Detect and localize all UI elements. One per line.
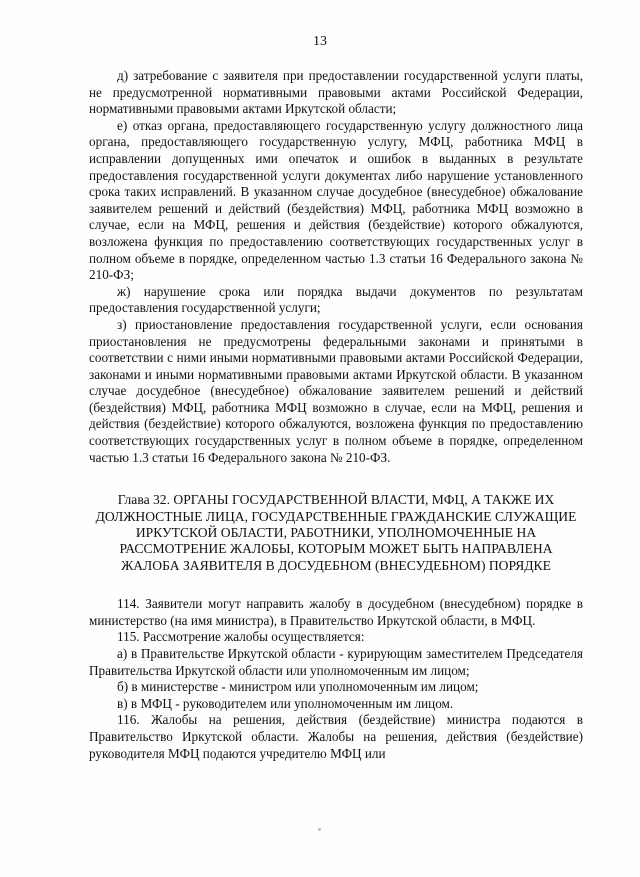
paragraph-114: 114. Заявители могут направить жалобу в досудебном (внесудебном) порядке в министерство (на имя министра), в Правительство Иркутской области, в МФЦ. [89,596,583,628]
paragraph-item-d: д) затребование с заявителя при предоставлении государственной услуги платы, не предусмотренной нормативными правовыми актами Российской Федерации, нормативными правовыми актами Иркутской области; [89,68,583,117]
paragraph-115: 115. Рассмотрение жалобы осуществляется: [117,629,365,645]
page-number: 13 [313,34,327,49]
document-body [89,68,583,762]
scan-speck [318,828,321,831]
paragraph-115-v: в) в МФЦ - руководителем или уполномоченным им лицом. [117,695,454,711]
paragraph-item-e: е) отказ органа, предоставляющего государственную услугу должностного лица органа, предоставляющего государственную услугу, МФЦ, работника МФЦ в исправлении допущенных ими опечаток и ошибок в выданных в результате предоставления государственной услуги документах либо нарушение установленного срока таких исправлений. В указанном случае досудебное (внесудебное) обжалование заявителем решений и действий (бездействия) МФЦ, работника МФЦ возможно в случае, если на МФЦ, решения и действия (бездействие) которого обжалуются, возложена функция по предоставлению соответствующих государственных услуг в полном объеме в порядке, определенном частью 1.3 статьи 16 Федерального закона № 210-ФЗ; [89,117,583,283]
paragraph-item-z: з) приостановление предоставления государственной услуги, если основания приостановления не предусмотрены федеральными законами и принятыми в соответствии с ними иными нормативными правовыми актами Российской Федерации, законами и иными нормативными правовыми актами Иркутской области. В указанном случае досудебное (внесудебное) обжалование заявителем решений и действий (бездействия) МФЦ, работника МФЦ возможно в случае, если на МФЦ, решения и действия (бездействие) которого обжалуются, возложена функция по предоставлению соответствующих государственных услуг в полном объеме в порядке, определенном частью 1.3 статьи 16 Федерального закона № 210-ФЗ. [89,316,583,465]
chapter-heading: Глава 32. ОРГАНЫ ГОСУДАРСТВЕННОЙ ВЛАСТИ, МФЦ, А ТАКЖЕ ИХ ДОЛЖНОСТНЫЕ ЛИЦА, ГОСУДАРСТВЕННЫЕ ГРАЖДАНСКИЕ СЛУЖАЩИЕ ИРКУТСКОЙ ОБЛАСТИ, РАБОТНИКИ, УПОЛНОМОЧЕННЫЕ НА РАССМОТРЕНИЕ ЖАЛОБЫ, КОТОРЫМ МОЖЕТ БЫТЬ НАПРАВЛЕНА ЖАЛОБА ЗАЯВИТЕЛЯ В ДОСУДЕБНОМ (ВНЕСУДЕБНОМ) ПОРЯДКЕ [95,492,577,573]
paragraph-item-zh: ж) нарушение срока или порядка выдачи документов по результатам предоставления государственной услуги; [89,283,583,316]
paragraph-115-b: б) в министерстве - министром или уполномоченным им лицом; [117,679,479,695]
paragraph-116: 116. Жалобы на решения, действия (бездействие) министра подаются в Правительство Иркутской области. Жалобы на решения, действия (бездействие) руководителя МФЦ подаются учредителю МФЦ или [89,712,583,761]
paragraph-115-a: а) в Правительстве Иркутской области - курирующим заместителем Председателя Правительства Иркутской области или уполномоченным им лицом; [89,646,583,678]
